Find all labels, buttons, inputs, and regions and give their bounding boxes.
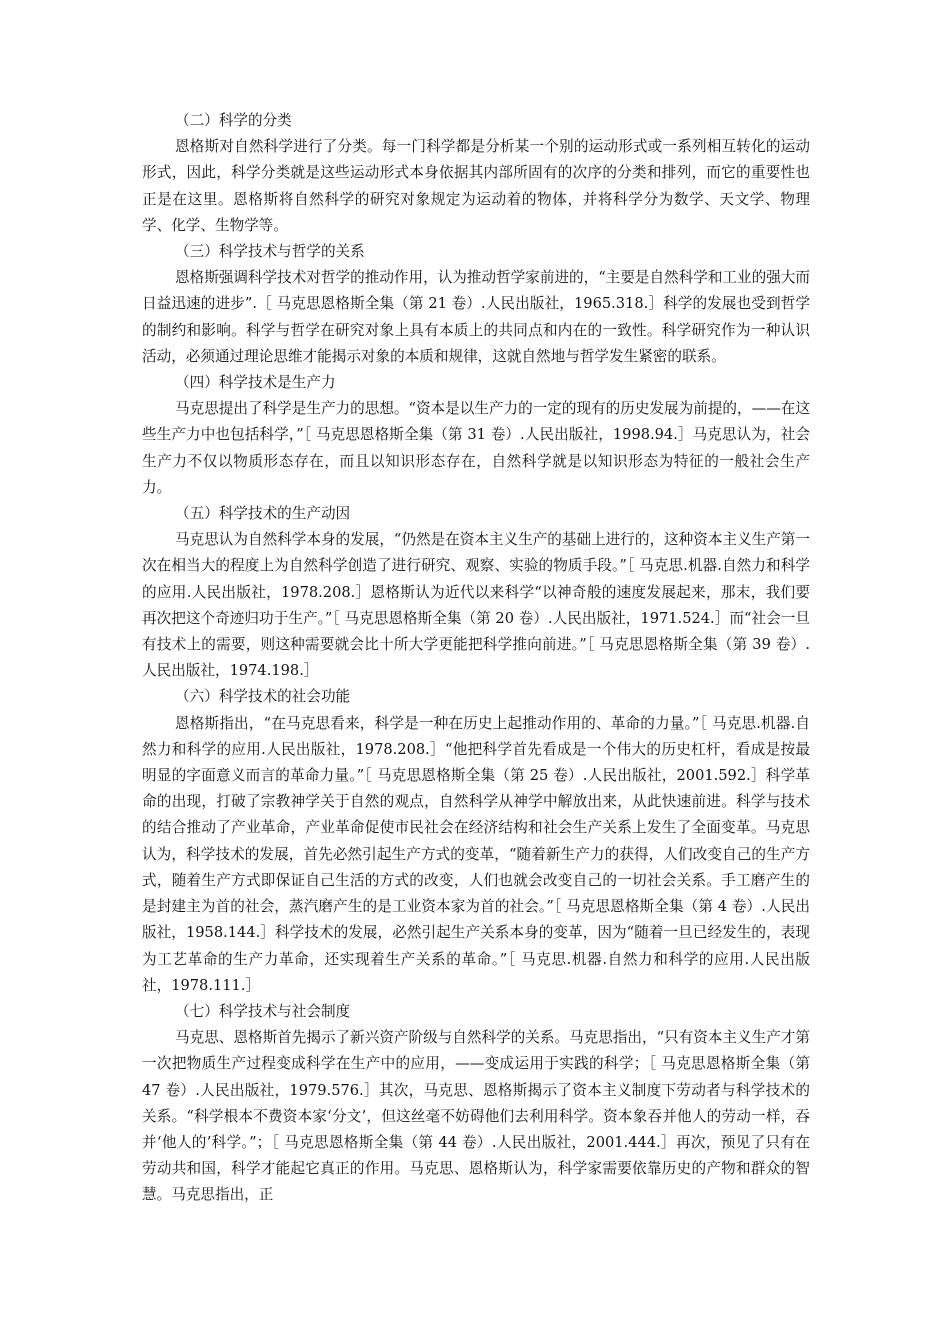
section-heading: （三）科学技术与哲学的关系 bbox=[175, 243, 365, 261]
section-heading: （五）科学技术的生产动因 bbox=[175, 505, 351, 523]
section-heading: （六）科学技术的社会功能 bbox=[175, 688, 351, 706]
section-classification bbox=[142, 108, 810, 239]
section-heading: （七）科学技术与社会制度 bbox=[175, 1002, 351, 1020]
section-science-philosophy bbox=[142, 239, 810, 370]
section-social-function bbox=[142, 684, 810, 998]
section-paragraph: 马克思提出了科学是生产力的思想。“资本是以生产力的一定的现有的历史发展为前提的，——在这些生产力中也包括科学，”［ 马克思恩格斯全集（第 31 卷）.人民出版社，1998.94.］马克思认为，社会生产力不仅以物质形态存在，而且以知识形态存在，自然科学就是以知识形态为特征的一般社会生产力。 bbox=[142, 400, 810, 496]
section-heading: （二）科学的分类 bbox=[175, 112, 292, 129]
section-productivity bbox=[142, 370, 810, 501]
section-heading: （四）科学技术是生产力 bbox=[175, 374, 336, 392]
document-page bbox=[142, 108, 810, 1209]
section-production-motive bbox=[142, 501, 810, 684]
section-paragraph: 恩格斯强调科学技术对哲学的推动作用，认为推动哲学家前进的，“主要是自然科学和工业的强大而日益迅速的进步”.［ 马克思恩格斯全集（第 21 卷）.人民出版社，1965.318.］科学的发展也受到哲学的制约和影响。科学与哲学在研究对象上具有本质上的共同点和内在的一致性。科学研究作为一种认识活动，必须通过理论思维才能揭示对象的本质和规律，这就自然地与哲学发生紧密的联系。 bbox=[142, 269, 810, 365]
section-social-system bbox=[142, 999, 810, 1209]
section-paragraph: 马克思、恩格斯首先揭示了新兴资产阶级与自然科学的关系。马克思指出，“只有资本主义生产才第一次把物质生产过程变成科学在生产中的应用，——变成运用于实践的科学；［ 马克思恩格斯全集（第 47 卷）.人民出版社，1979.576.］其次，马克思、恩格斯揭示了资本主义制度下劳动者与科学技术的关系。“科学根本不费资本家‘分文’，但这丝毫不妨碍他们去利用科学。资本象吞并他人的劳动一样，吞并‘他人的’科学。”；［ 马克思恩格斯全集（第 44 卷）.人民出版社，2001.444.］再次，预见了只有在劳动共和国，科学才能起它真正的作用。马克思、恩格斯认为，科学家需要依靠历史的产物和群众的智慧。马克思指出，正 bbox=[142, 1029, 810, 1204]
section-paragraph: 马克思认为自然科学本身的发展，“仍然是在资本主义生产的基础上进行的，这种资本主义生产第一次在相当大的程度上为自然科学创造了进行研究、观察、实验的物质手段。”［ 马克思.机器.自然力和科学的应用.人民出版社，1978.208.］恩格斯认为近代以来科学“以神奇般的速度发展起来，那末，我们要再次把这个奇迹归功于生产。”［ 马克思恩格斯全集（第 20 卷）.人民出版社，1971.524.］而“社会一旦有技术上的需要，则这种需要就会比十所大学更能把科学推向前进。”［ 马克思恩格斯全集（第 39 卷）.人民出版社，1974.198.］ bbox=[142, 531, 810, 680]
section-paragraph: 恩格斯对自然科学进行了分类。每一门科学都是分析某一个别的运动形式或一系列相互转化的运动形式，因此，科学分类就是这些运动形式本身依据其内部所固有的次序的分类和排列，而它的重要性也正是在这里。恩格斯将自然科学的研究对象规定为运动着的物体，并将科学分为数学、天文学、物理学、化学、生物学等。 bbox=[142, 138, 810, 234]
section-paragraph: 恩格斯指出，“在马克思看来，科学是一种在历史上起推动作用的、革命的力量。”［ 马克思.机器.自然力和科学的应用.人民出版社，1978.208.］“他把科学首先看成是一个伟大的历史杠杆，看成是按最明显的字面意义而言的革命力量。”［ 马克思恩格斯全集（第 25 卷）.人民出版社，2001.592.］科学革命的出现，打破了宗教神学关于自然的观点，自然科学从神学中解放出来，从此快速前进。科学与技术的结合推动了产业革命，产业革命促使市民社会在经济结构和社会生产关系上发生了全面变革。马克思认为，科学技术的发展，首先必然引起生产方式的变革，“随着新生产力的获得，人们改变自己的生产方式，随着生产方式即保证自己生活的方式的改变，人们也就会改变自己的一切社会关系。手工磨产生的是封建主为首的社会，蒸汽磨产生的是工业资本家为首的社会。”［ 马克思恩格斯全集（第 4 卷）.人民出版社，1958.144.］科学技术的发展，必然引起生产关系本身的变革，因为“随着一旦已经发生的，表现为工艺革命的生产力革命，还实现着生产关系的革命。”［ 马克思.机器.自然力和科学的应用.人民出版社，1978.111.］ bbox=[142, 714, 810, 994]
